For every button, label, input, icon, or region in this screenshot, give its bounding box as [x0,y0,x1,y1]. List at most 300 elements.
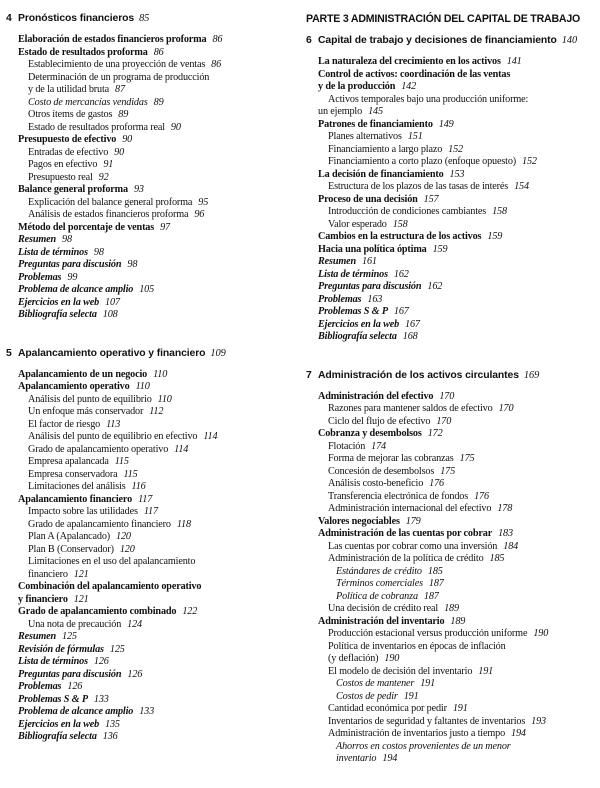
toc-entry-title: La naturaleza del crecimiento en los activos [318,56,501,67]
toc-entry [318,244,598,257]
toc-entry [318,391,598,404]
toc-entry-title: Problemas S & P [318,306,388,317]
toc-entry-title: Problemas S & P [18,693,88,705]
toc-entry [18,184,294,197]
toc-entry-page: 190 [533,628,549,639]
toc-entry-title: y de la producción [318,81,396,92]
toc-entry-title: Limitaciones en el uso del apalancamiento [28,556,196,567]
toc-entry-title: Bibliografía selecta [18,309,97,320]
toc-entry-title: Política de cobranza [336,590,418,602]
toc-entry-page: 112 [149,406,164,417]
toc-entry-page: 91 [103,159,114,170]
toc-entry-title: Costo de mercancías vendidas [28,96,148,108]
toc-entry-page: 179 [405,515,421,527]
toc-entry-page: 86 [212,34,223,45]
toc-entry-title: Apalancamiento operativo [18,381,130,392]
toc-entry-page: 124 [127,618,142,630]
toc-entry [18,406,294,419]
toc-entry-title: Administración del efectivo [318,390,434,402]
toc-entry-title: Valor esperado [328,218,387,230]
toc-entry [18,531,294,544]
chapter-heading [306,369,598,391]
toc-entry [318,628,598,641]
toc-entry-title: Problema de alcance amplio [18,284,134,295]
toc-entry-title: Bibliografía selecta [318,331,397,342]
chapter-entries [318,56,598,344]
toc-entry-page: 185 [427,565,443,577]
toc-entry-title: Preguntas para discusión [18,259,122,270]
toc-entry [18,381,294,394]
toc-entry-title: Empresa conservadora [28,468,118,480]
toc-entry-page: 114 [203,431,218,442]
toc-entry [318,269,598,282]
toc-entry [318,616,598,629]
chapter-number: 6 [306,35,312,46]
toc-entry-title: Análisis de estados financieros proforma [28,209,189,220]
toc-entry [318,169,598,182]
toc-entry-title: Costos de pedir [336,690,398,702]
toc-entry-page: 168 [402,331,418,342]
toc-entry [18,297,294,310]
toc-entry [18,234,294,247]
toc-entry-title: Plan A (Apalancado) [28,531,111,542]
toc-entry [18,519,294,532]
chapter-page: 140 [561,35,578,46]
toc-entry [18,147,294,160]
toc-entry-title: Una nota de precaución [28,618,122,630]
toc-entry [18,247,294,260]
toc-entry-title: Proceso de una decisión [318,193,418,205]
chapter-spacer [6,322,294,347]
toc-entry [18,669,294,682]
toc-entry [18,556,294,569]
toc-entry-title: Ciclo del flujo de efectivo [328,415,431,427]
toc-entry-page: 157 [423,193,439,205]
toc-entry [318,294,598,307]
toc-entry-title: Preguntas para discusión [318,281,422,292]
toc-entry-title: Razones para mantener saldos de efectivo [328,403,493,414]
toc-entry [318,491,598,504]
toc-entry-title: Cantidad económica por pedir [328,703,447,714]
toc-entry-title: Apalancamiento financiero [18,493,133,505]
toc-entry [318,69,598,82]
toc-entry-page: 193 [531,715,547,727]
toc-entry-page: 152 [522,156,537,167]
toc-entry [18,109,294,122]
toc-right-column [306,12,598,766]
toc-entry-title: Presupuesto real [28,171,93,183]
toc-entry [18,719,294,732]
toc-entry-page: 158 [492,206,507,217]
toc-entry-title: Establecimiento de una proyección de ventas [28,59,206,70]
toc-entry [18,619,294,632]
toc-entry-page: 117 [143,506,158,517]
toc-entry [318,256,598,269]
toc-entry [318,144,598,157]
chapter-page: 85 [139,13,150,24]
toc-entry [18,506,294,519]
toc-entry-title: Empresa apalancada [28,456,109,467]
toc-entry-page: 159 [487,231,503,242]
toc-entry-title: Balance general proforma [18,184,128,195]
toc-entry-page: 110 [153,368,168,380]
toc-entry-title: Una decisión de crédito real [328,603,439,614]
chapter-heading [6,12,294,34]
toc-entry-title: Problemas [18,681,62,692]
toc-entry [18,494,294,507]
toc-entry-page: 92 [98,171,109,183]
toc-entry [318,516,598,529]
toc-entry [318,453,598,466]
toc-entry [318,578,598,591]
toc-entry-title: Introducción de condiciones cambiantes [328,206,487,217]
toc-entry [18,47,294,60]
toc-entry [318,194,598,207]
toc-entry [318,428,598,441]
chapter-spacer [306,344,598,369]
toc-entry-title: Grado de apalancamiento operativo [28,443,169,455]
toc-entry-page: 187 [428,578,444,589]
toc-entry [318,231,598,244]
toc-entry [18,694,294,707]
toc-entry-title: Administración de las cuentas por cobrar [318,528,493,539]
toc-entry-title: Método del porcentaje de ventas [18,221,155,233]
toc-entry-title: Concesión de desembolsos [328,465,435,477]
toc-entry-page: 152 [448,143,463,155]
toc-entry-title: Otros ítems de gastos [28,109,113,120]
toc-entry-page: 98 [127,259,138,270]
toc-entry-title: Activos temporales bajo una producción uniforme: [328,93,529,105]
toc-entry-page: 174 [371,440,386,452]
toc-entry-title: Flotación [328,440,366,452]
toc-entry [18,369,294,382]
toc-entry-page: 98 [62,234,72,245]
toc-entry-page: 178 [497,503,513,514]
toc-entry-title: un ejemplo [318,106,363,117]
toc-entry-title: Problemas [18,271,62,283]
toc-entry-page: 158 [392,218,408,230]
toc-entry [18,419,294,432]
toc-entry [318,441,598,454]
toc-entry-title: Combinación del apalancamiento operativo [18,581,202,592]
toc-entry-title: El factor de riesgo [28,418,101,430]
toc-entry-title: Administración del inventario [318,615,445,627]
toc-entry [318,703,598,716]
toc-entry-title: Un enfoque más conservador [28,406,144,417]
toc-entry-title: Problema de alcance amplio [18,706,134,717]
toc-entry-page: 183 [498,528,513,539]
toc-entry-page: 126 [127,668,143,680]
toc-entry-page: 90 [170,121,181,133]
toc-entry [18,569,294,582]
toc-entry-title: Preguntas para discusión [18,668,122,680]
toc-entry-page: 117 [138,493,153,505]
toc-entry-page: 190 [384,653,400,664]
toc-entry-page: 176 [474,490,489,502]
toc-entry-page: 154 [514,181,529,192]
toc-entry [318,666,598,679]
toc-entry [18,122,294,135]
toc-entry [18,197,294,210]
chapter-title: Capital de trabajo y decisiones de financiamiento [318,35,557,46]
toc-entry-page: 175 [459,453,475,464]
toc-entry [18,394,294,407]
toc-entry-page: 161 [362,256,377,267]
toc-entry-page: 189 [450,615,466,627]
toc-entry [318,403,598,416]
toc-entry-page: 194 [511,728,526,739]
toc-entry-title: Ejercicios en la web [18,718,100,730]
toc-entry [318,56,598,69]
toc-entry-page: 170 [498,403,514,414]
toc-entry [18,222,294,235]
toc-entry [318,106,598,119]
toc-entry-page: 126 [93,656,109,667]
toc-entry-title: Resumen [318,256,357,267]
toc-entry-page: 105 [139,284,155,295]
toc-entry-title: y financiero [18,593,68,605]
toc-entry-page: 121 [73,568,89,580]
toc-entry-page: 133 [93,693,109,705]
toc-entry-page: 142 [401,81,417,92]
toc-entry-title: Administración de inventarios justo a tiempo [328,728,506,739]
toc-entry-title: Lista de términos [18,656,88,667]
toc-entry [318,331,598,344]
toc-entry [318,566,598,579]
toc-entry [18,59,294,72]
toc-entry-page: 93 [133,184,144,195]
toc-entry [18,581,294,594]
toc-entry-page: 97 [160,221,170,233]
chapter-page: 169 [523,369,540,381]
toc-entry-title: Cambios en la estructura de los activos [318,231,482,242]
toc-entry-page: 191 [452,703,468,714]
toc-entry [318,306,598,319]
toc-entry [18,544,294,557]
toc-entry-page: 194 [382,753,398,764]
toc-entry [18,259,294,272]
toc-entry-title: Grado de apalancamiento combinado [18,606,177,617]
toc-entry [318,603,598,616]
toc-entry-page: 172 [427,428,443,439]
toc-entry-page: 86 [211,59,222,70]
toc-entry [18,172,294,185]
chapter-title: Administración de los activos circulantes [318,369,519,381]
toc-entry [318,641,598,654]
toc-entry-title: Transferencia electrónica de fondos [328,490,469,502]
toc-entry-page: 170 [436,415,452,427]
toc-entry [18,134,294,147]
toc-entry-page: 135 [105,718,120,730]
toc-entry [18,84,294,97]
toc-entry-page: 86 [153,46,164,58]
toc-entry-title: Ahorros en costos provenientes de un menor [336,740,511,752]
toc-entry-page: 87 [115,84,125,95]
toc-entry-title: Impacto sobre las utilidades [28,506,138,517]
toc-entry-title: Presupuesto de efectivo [18,134,117,145]
toc-entry-page: 89 [118,109,129,120]
toc-left-column [6,12,294,744]
toc-entry [318,181,598,194]
toc-entry-page: 170 [439,390,455,402]
part-title: PARTE 3 ADMINISTRACIÓN DEL CAPITAL DE TRABAJO [306,13,581,25]
toc-entry-page: 89 [153,96,164,108]
toc-entry [18,469,294,482]
toc-entry [318,691,598,704]
toc-entry-title: Grado de apalancamiento financiero [28,518,171,530]
toc-entry [318,156,598,169]
toc-entry [18,272,294,285]
toc-entry-title: Estado de resultados proforma [18,46,148,58]
toc-entry [18,431,294,444]
toc-entry-page: 191 [403,690,419,702]
toc-entry-title: Costos de mantener [336,678,415,689]
toc-entry-title: Plan B (Conservador) [28,543,114,555]
toc-entry [318,94,598,107]
toc-entry-page: 191 [478,665,494,677]
toc-entry [318,206,598,219]
toc-entry-title: Forma de mejorar las cobranzas [328,453,454,464]
toc-entry-page: 116 [131,481,146,492]
toc-entry-page: 122 [182,606,198,617]
toc-entry-page: 96 [194,209,205,220]
toc-entry-title: Las cuentas por cobrar como una inversión [328,540,498,552]
toc-entry-page: 113 [106,418,121,430]
toc-entry-title: Análisis costo-beneficio [328,478,424,489]
toc-entry [18,34,294,47]
toc-entry [18,159,294,172]
toc-entry-title: Estándares de crédito [336,565,422,577]
toc-entry-page: 108 [102,309,118,320]
toc-entry-title: Inventarios de seguridad y faltantes de inventarios [328,715,526,727]
toc-entry-title: y de la utilidad bruta [28,84,110,95]
toc-entry-page: 167 [405,318,420,330]
toc-entry [18,631,294,644]
toc-entry-page: 184 [503,540,519,552]
toc-entry [318,528,598,541]
toc-entry [318,131,598,144]
toc-entry-page: 151 [407,131,423,142]
toc-entry [18,444,294,457]
toc-entry-page: 120 [119,543,135,555]
toc-entry-page: 149 [438,118,454,130]
toc-entry-page: 90 [114,146,125,158]
toc-entry-title: Ejercicios en la web [318,318,400,330]
chapter-number: 4 [6,13,12,24]
toc-entry [318,319,598,332]
toc-entry-title: Elaboración de estados financieros proforma [18,34,207,45]
toc-entry-page: 153 [449,168,465,180]
toc-entry-title: Análisis del punto de equilibrio en efectivo [28,431,198,442]
toc-entry-page: 121 [73,593,89,605]
toc-entry-page: 110 [157,393,172,405]
chapter-entries [318,391,598,766]
chapter-page: 109 [210,347,226,359]
toc-entry-page: 125 [109,643,125,655]
chapter-number: 7 [306,369,312,381]
chapter-heading [6,347,294,369]
toc-entry [318,503,598,516]
toc-entry [318,219,598,232]
toc-entry-title: Revisión de fórmulas [18,643,104,655]
toc-entry-title: Lista de términos [318,268,388,280]
toc-entry [318,741,598,754]
toc-entry-title: Entradas de efectivo [28,146,109,158]
toc-entry-page: 114 [174,443,189,455]
toc-entry-title: Estructura de los plazos de las tasas de interés [328,181,509,192]
toc-entry-title: Apalancamiento de un negocio [18,368,148,380]
toc-entry [318,541,598,554]
toc-entry-title: inventario [336,753,377,764]
toc-entry-page: 175 [440,465,456,477]
toc-entry [318,466,598,479]
toc-entry [18,706,294,719]
toc-entry-page: 133 [139,706,155,717]
toc-entry-page: 99 [67,271,78,283]
toc-entry-page: 126 [67,681,83,692]
toc-entry-title: Valores negociables [318,515,400,527]
toc-entry-page: 176 [429,478,444,489]
toc-entry-title: Resumen [18,234,57,245]
toc-entry-title: Financiamiento a corto plazo (enfoque opuesto) [328,156,517,167]
toc-entry [18,72,294,85]
toc-entry-page: 163 [367,293,383,305]
chapter-heading [306,34,598,56]
toc-entry-title: Determinación de un programa de producción [28,71,210,83]
toc-entry-title: Administración internacional del efectivo [328,503,492,514]
toc-entry-title: Financiamiento a largo plazo [328,143,443,155]
toc-entry-page: 145 [368,106,383,117]
chapter-entries [18,369,294,744]
toc-entry-page: 125 [62,631,77,642]
toc-entry-title: Pagos en efectivo [28,159,98,170]
toc-entry-page: 187 [423,590,439,602]
toc-entry [18,309,294,322]
toc-entry-title: Política de inventarios en épocas de inflación [328,640,506,652]
toc-entry [318,591,598,604]
toc-entry [318,728,598,741]
toc-entry [318,119,598,132]
toc-entry-title: Control de activos: coordinación de las ventas [318,68,511,80]
toc-entry [318,416,598,429]
toc-entry-title: Explicación del balance general proforma [28,196,193,208]
toc-entry [18,644,294,657]
toc-entry-title: Problemas [318,293,362,305]
toc-entry-title: Planes alternativos [328,131,402,142]
toc-entry-page: 141 [506,56,522,67]
toc-entry-title: Lista de términos [18,246,88,258]
toc-entry-page: 118 [176,518,191,530]
toc-entry [318,553,598,566]
toc-entry-page: 115 [114,456,129,467]
toc-entry-page: 110 [135,381,150,392]
toc-entry-title: Limitaciones del análisis [28,481,126,492]
chapter-title: Pronósticos financieros [18,13,135,24]
toc-entry [318,653,598,666]
toc-entry-page: 191 [420,678,436,689]
toc-entry [318,281,598,294]
toc-entry-page: 115 [123,468,138,480]
toc-entry [18,731,294,744]
toc-entry [18,594,294,607]
toc-entry-title: Producción estacional versus producción uniforme [328,628,528,639]
toc-entry-title: El modelo de decisión del inventario [328,665,473,677]
toc-entry-title: Términos comerciales [336,578,423,589]
toc-entry-title: Estado de resultados proforma real [28,121,165,133]
toc-entry [318,716,598,729]
toc-entry-page: 162 [427,281,443,292]
chapter-number: 5 [6,347,12,359]
